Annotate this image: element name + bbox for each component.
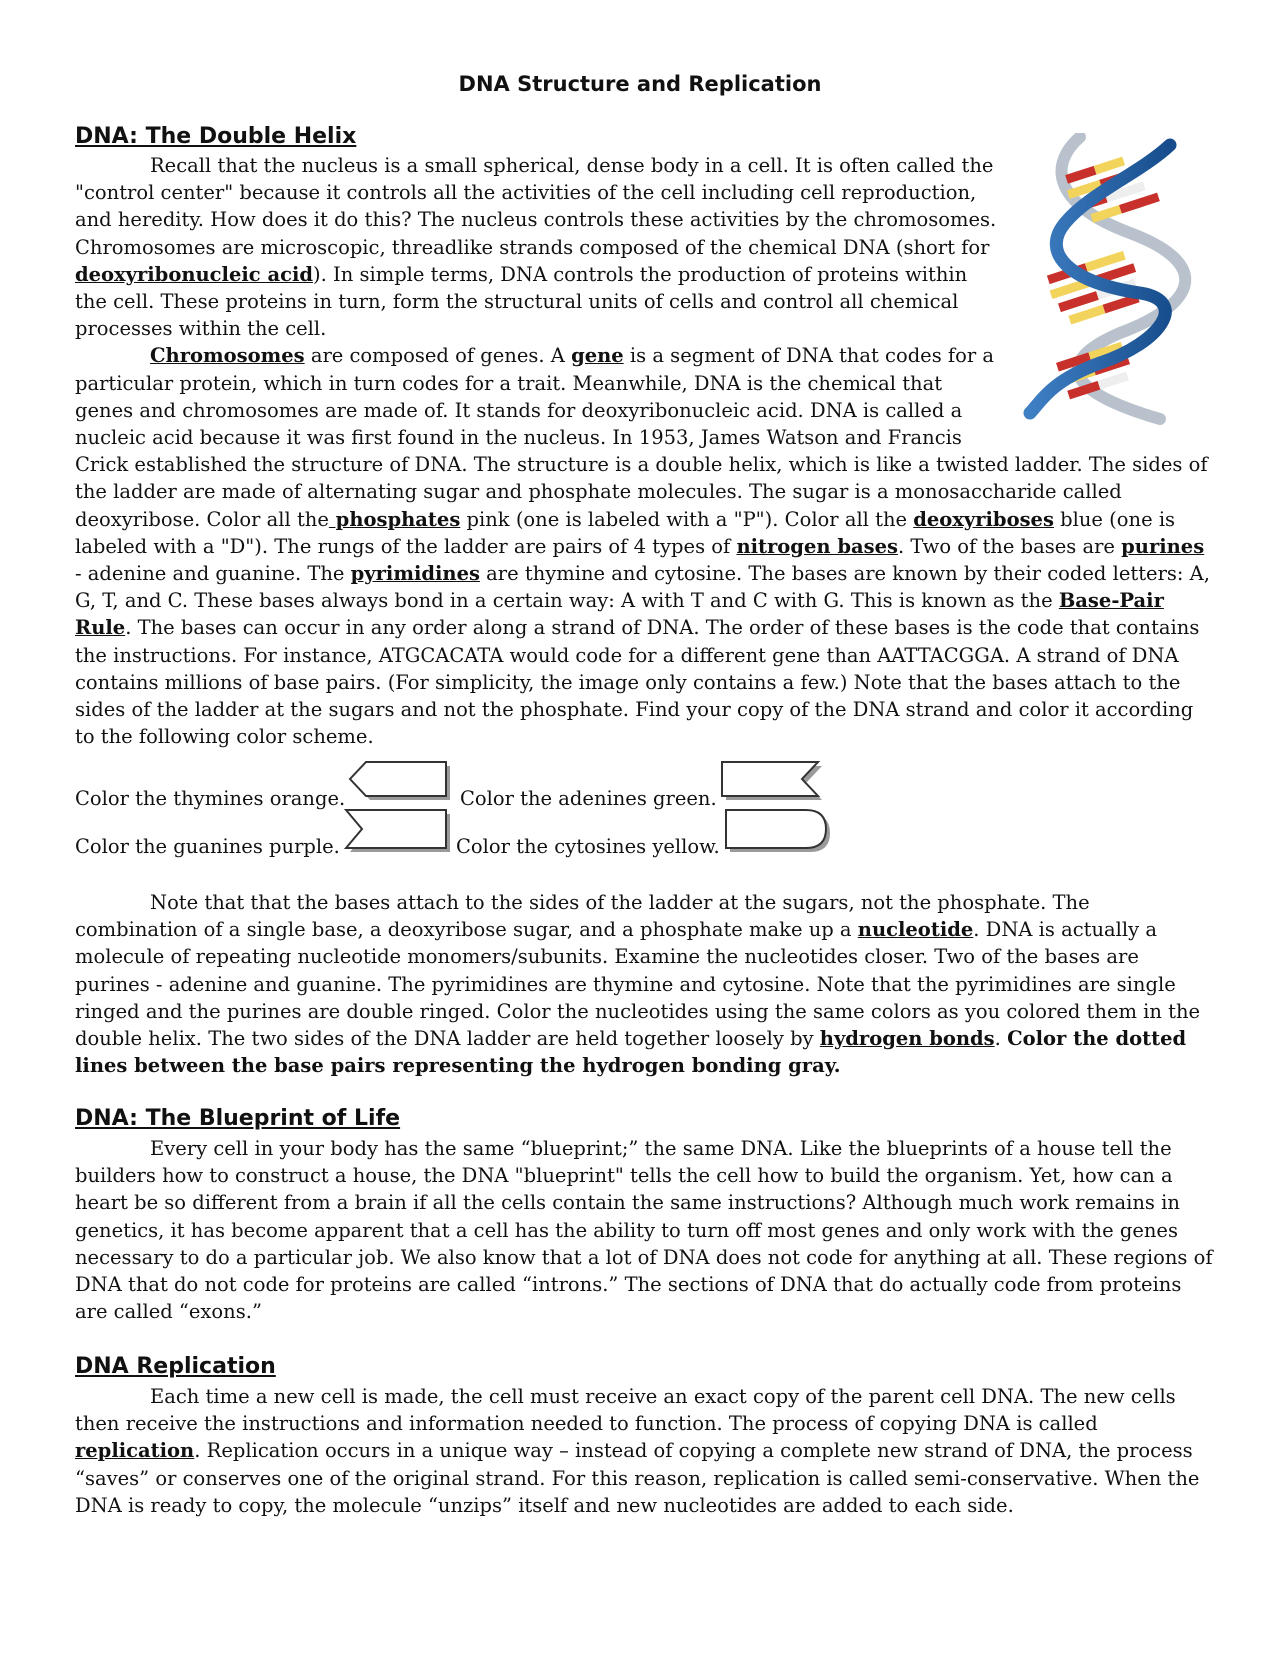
legend-thymine-text: Color the thymines orange.: [75, 787, 346, 810]
helix-wrap-space: [1005, 152, 1215, 428]
blueprint-body: [75, 1135, 1215, 1325]
keyword-phosphates: phosphates: [328, 507, 461, 531]
replication-body: [75, 1383, 1215, 1519]
instruction-hydrogen-bonds: Color the dotted lines between the base pairs representing the hydrogen bonding gray.: [75, 1027, 1187, 1078]
paragraph-nucleotide: Note that that the bases attach to the sides of the ladder at the sugars, not the phosphate. The combination of a single base, a deoxyribose sugar, and a phosphate make up a nucleotide. DNA is actually a molecule of repeating nucleotide monomers/subunits. Examine the nucleotides closer. Two of the bases are purines - adenine and guanine. The pyrimidines are thymine and cytosine. Note that the pyrimidines are single ringed and the purines are double ringed. Color the nucleotides using the same colors as you colored them in the double helix. The two sides of the DNA ladder are held together loosely by hydrogen bonds. Color the dotted lines between the base pairs representing the hydrogen bonding gray.: [75, 891, 1201, 1078]
keyword-deoxyriboses: deoxyriboses: [913, 507, 1054, 531]
paragraph-replication: Each time a new cell is made, the cell must receive an exact copy of the parent cell DNA. The new cells then receive the instructions and information needed to function. The process of copying DNA is called replication. Replication occurs in a unique way – instead of copying a complete new strand of DNA, the process “saves” or conserves one of the original strand. For this reason, replication is called semi-conservative. When the DNA is ready to copy, the molecule “unzips” itself and new nucleotides are added to each side.: [75, 1385, 1200, 1517]
paragraph-nucleus: Recall that the nucleus is a small spherical, dense body in a cell. It is often called the "control center" because it controls all the activities of the cell including cell reproduction, and heredity. How does it do this? The nucleus controls these activities by the chromosomes. Chromosomes are microscopic, threadlike strands composed of the chemical DNA (short for deoxyribonucleic acid). In simple terms, DNA controls the production of proteins within the cell. These proteins in turn, form the structural units of cells and control all chemical processes within the cell.: [75, 154, 997, 341]
legend-cytosine-text: Color the cytosines yellow.: [456, 835, 720, 858]
section-heading-replication: DNA Replication: [75, 1354, 276, 1379]
cytosine-shape-icon: [724, 808, 834, 856]
keyword-gene: gene: [571, 344, 624, 368]
keyword-replication: replication: [75, 1439, 195, 1463]
keyword-pyrimidines: pyrimidines: [350, 562, 480, 586]
keyword-purines: purines: [1121, 534, 1205, 558]
keyword-base-pair-rule: Base-Pair Rule: [75, 589, 1164, 640]
adenine-shape-icon: [720, 760, 826, 808]
keyword-nitrogen-bases: nitrogen bases: [736, 534, 898, 558]
section-heading-blueprint: DNA: The Blueprint of Life: [75, 1106, 401, 1131]
keyword-chromosomes: Chromosomes: [150, 344, 305, 368]
paragraph-chromosomes: Chromosomes are composed of genes. A gene is a segment of DNA that codes for a particular protein, which in turn codes for a trait. Meanwhile, DNA is the chemical that genes and chromosomes are made of. It stands for deoxyribonucleic acid. DNA is called a nucleic acid because it was first found in the nucleus. In 1953, James Watson and Francis Crick established the structure of DNA. The structure is a double helix, which is like a twisted ladder. The sides of the ladder are made of alternating sugar and phosphate molecules. The sugar is a monosaccharide called deoxyribose. Color all the phosphates pink (one is labeled with a "P"). Color all the deoxyriboses blue (one is labeled with a "D"). The rungs of the ladder are pairs of 4 types of nitrogen bases. Two of the bases are purines - adenine and guanine. The pyrimidines are thymine and cytosine. The bases are known by their coded letters: A, G, T, and C. These bases always bond in a certain way: A with T and C with G. This is known as the Base-Pair Rule. The bases can occur in any order along a strand of DNA. The order of these bases is the code that contains the instructions. For instance, ATGCACATA would code for a different gene than AATTACGGA. A strand of DNA contains millions of base pairs. (For simplicity, the image only contains a few.) Note that the bases attach to the sides of the ladder at the sugars and not the phosphate. Find your copy of the DNA strand and color it according to the following color scheme.: [75, 344, 1210, 749]
legend-adenine-text: Color the adenines green.: [460, 787, 717, 810]
nucleotide-body: [75, 889, 1215, 1079]
section-heading-double-helix: DNA: The Double Helix: [75, 124, 357, 149]
keyword-nucleotide: nucleotide: [857, 918, 974, 942]
paragraph-blueprint: Every cell in your body has the same “blueprint;” the same DNA. Like the blueprints of a house tell the builders how to construct a house, the DNA "blueprint" tells the cell how to build the organism. Yet, how can a heart be so different from a brain if all the cells contain the same instructions? Although much work remains in genetics, it has become apparent that a cell has the ability to turn off most genes and only work with the genes necessary to do a particular job. We also know that a lot of DNA does not code for anything at all. These regions of DNA that do not code for proteins are called “introns.” The sections of DNA that do actually code from proteins are called “exons.”: [75, 1137, 1213, 1324]
guanine-shape-icon: [344, 808, 454, 856]
double-helix-body: [75, 152, 1215, 750]
legend-guanine-text: Color the guanines purple.: [75, 835, 340, 858]
keyword-hydrogen-bonds: hydrogen bonds: [819, 1027, 995, 1051]
thymine-shape-icon: [348, 760, 454, 808]
keyword-deoxyribonucleic-acid: deoxyribonucleic acid: [75, 262, 313, 286]
page-title: DNA Structure and Replication: [458, 72, 822, 96]
